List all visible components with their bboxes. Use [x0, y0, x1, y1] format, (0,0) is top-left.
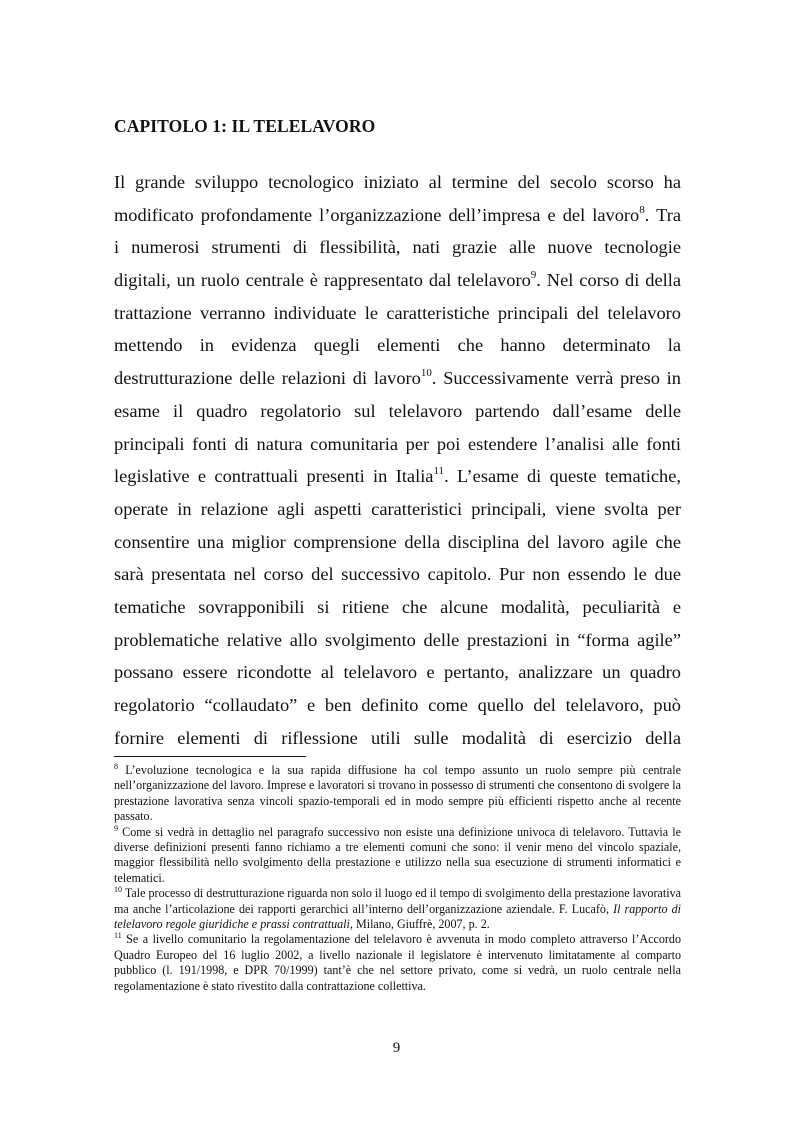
body-line: sarà presentata nel corso del successivo capitolo. Pur non essendo le due — [114, 564, 681, 585]
footnotes — [114, 763, 681, 994]
body-line — [114, 199, 681, 232]
footnote-separator — [114, 756, 306, 757]
footnote-10 — [114, 886, 681, 932]
body-line-text: . L’esame di queste tematiche, — [444, 466, 681, 487]
body-line-text: destrutturazione delle relazioni di lavoro — [114, 368, 421, 389]
body-line-text: digitali, un ruolo centrale è rappresentato dal telelavoro — [114, 270, 531, 291]
body-line: operate in relazione agli aspetti caratteristici principali, viene svolta per — [114, 498, 681, 519]
footnote-ref-8[interactable]: 8 — [639, 203, 645, 216]
footnote-text: Se a livello comunitario la regolamentazione del telelavoro è avvenuta in modo completo attraverso l’Accordo Quadro Europeo del 16 luglio 2002, a livello nazionale il legislatore è intervenuto limitatamente al comparto pubblico (l. 191/1998, e DPR 70/1999) tant’è che nel settore privato, come si vedrà, un ruolo centrale nella regolamentazione è stato rivestito dalla contrattazione collettiva. — [114, 932, 681, 993]
footnote-text: Milano, Giuffrè, 2007, p. 2. — [352, 917, 490, 932]
footnote-ref-9[interactable]: 9 — [530, 268, 537, 281]
body-line: possano essere ricondotte al telelavoro e pertanto, analizzare un quadro — [114, 662, 681, 683]
body-line: Il grande sviluppo tecnologico iniziato al termine del secolo scorso ha — [114, 172, 681, 192]
footnote-ref-11[interactable]: 11 — [433, 465, 445, 478]
body-line: problematiche relative allo svolgimento delle prestazioni in “forma agile” — [114, 629, 681, 650]
body-line — [114, 362, 681, 395]
footnote-ref-10[interactable]: 10 — [420, 367, 432, 379]
body-line — [114, 264, 681, 297]
body-line: tematiche sovrapponibili si ritiene che alcune modalità, peculiarità e — [114, 596, 681, 617]
page-number: 9 — [392, 1040, 401, 1056]
footnote-text: L’evoluzione tecnologica e la sua rapida diffusione ha col tempo assunto un ruolo sempre più centrale nell’organizzazione del lavoro. Imprese e lavoratori si trovano in possesso di strumenti che consentono di svolgere la prestazione lavorativa senza vincoli spazio-temporali ed in modo sempre più efficienti rispetto anche al recente passato. — [114, 763, 681, 824]
body-line: mettendo in evidenza quegli elementi che hanno determinato la — [114, 335, 681, 356]
chapter-title: CAPITOLO 1: IL TELELAVORO — [114, 116, 376, 136]
body-line-text: . Successivamente verrà preso in — [431, 368, 681, 389]
body-line: i numerosi strumenti di flessibilità, nati grazie alle nuove tecnologie — [114, 237, 681, 258]
body-line-text: legislative e contrattuali presenti in Italia — [114, 466, 434, 487]
footnote-number: 11 — [114, 931, 122, 941]
body-line: trattazione verranno individuate le caratteristiche principali del telelavoro — [114, 302, 681, 323]
body-line: esame il quadro regolatorio sul telelavoro partendo dall’esame delle — [114, 400, 681, 421]
body-line — [114, 460, 681, 493]
body-line: consentire una miglior comprensione della disciplina del lavoro agile che — [114, 531, 681, 552]
body-line: principali fonti di natura comunitaria per poi estendere l’analisi alle fonti — [114, 433, 681, 454]
footnote-number: 10 — [114, 885, 122, 895]
body-paragraph — [114, 166, 681, 754]
body-line-text: . Nel corso di della — [536, 270, 682, 291]
footnote-text: Tale processo di destrutturazione riguarda non solo il luogo ed il tempo di svolgimento della prestazione lavorativa ma anche l’articolazione dei rapporti gerarchici all’interno dell’organizzazione aziendale. F. Lucafò, — [114, 886, 681, 916]
footnote-number: 8 — [114, 761, 118, 771]
body-line: regolatorio “collaudato” e ben definito come quello del telelavoro, può — [114, 695, 681, 715]
body-line-text: modificato profondamente l’organizzazione dell’impresa e del lavoro — [114, 204, 640, 225]
footnote-text: Come si vedrà in dettaglio nel paragrafo successivo non esiste una definizione univoca di telelavoro. Tuttavia le diverse definizioni presenti fanno richiamo a tre elementi comuni che sono: il venir meno del vincolo spaziale, maggior flessibilità nello svolgimento della prestazione e utilizzo nella sua esecuzione di strumenti informatici e telematici. — [114, 824, 681, 885]
body-line: fornire elementi di riflessione utili sulle modalità di esercizio della — [114, 727, 681, 748]
footnote-9 — [114, 825, 681, 887]
footnote-8 — [114, 763, 681, 825]
footnote-11 — [114, 932, 681, 994]
cited-work-title: Il rapporto di telelavoro regole giuridiche e prassi contrattuali, — [114, 901, 681, 932]
footnote-number: 9 — [114, 823, 118, 833]
body-line-text: . Tra — [644, 204, 681, 225]
